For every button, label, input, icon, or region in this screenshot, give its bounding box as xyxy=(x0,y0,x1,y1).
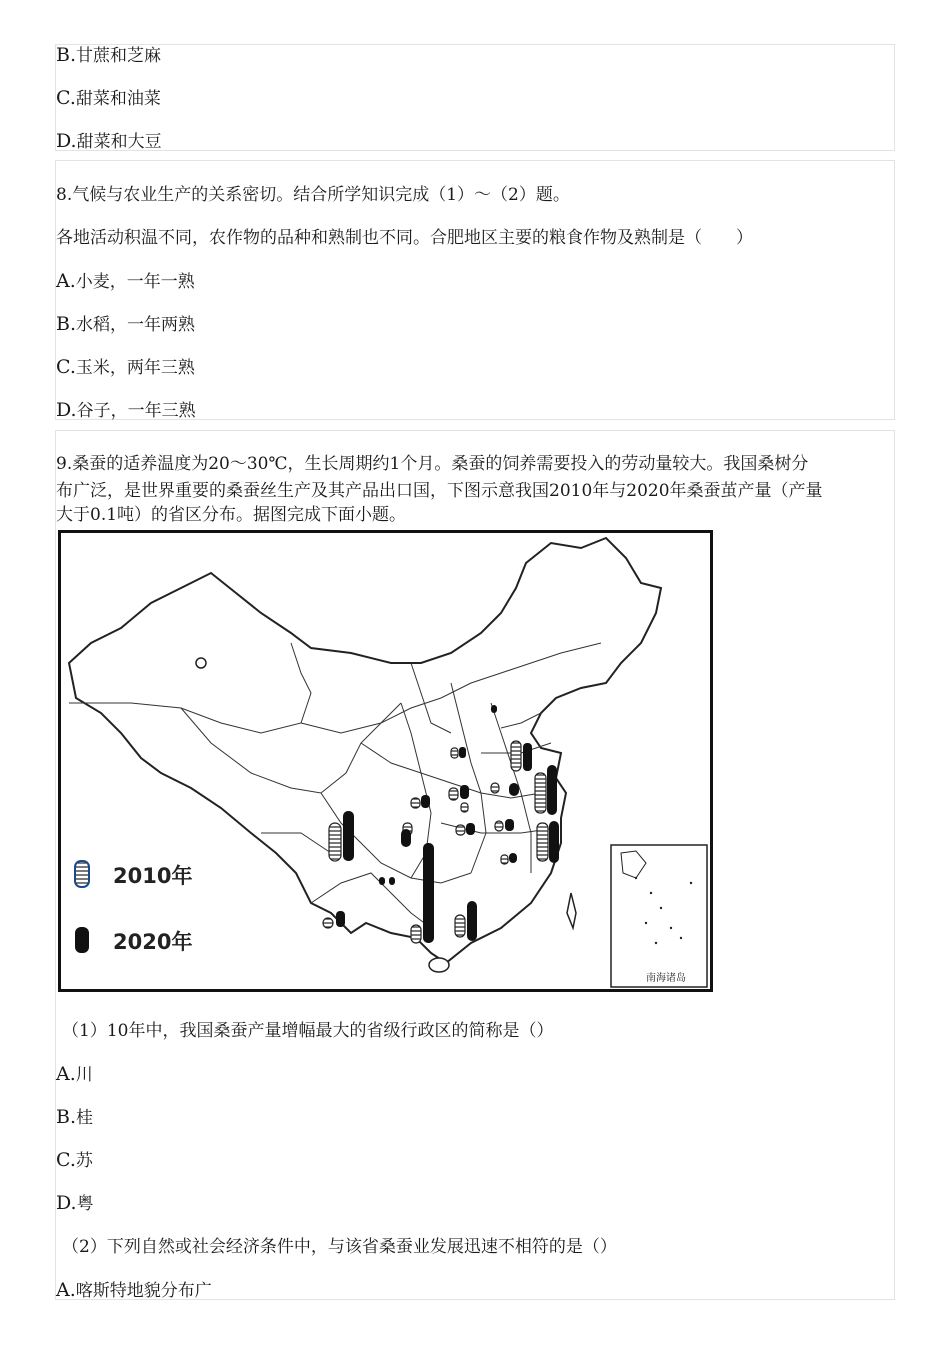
south-china-sea-inset xyxy=(611,845,707,987)
q8-option-c[interactable] xyxy=(56,356,195,379)
option-label: D. xyxy=(56,130,77,152)
option-text: 玉米，两年三熟 xyxy=(75,358,195,378)
option-text: 喀斯特地貌分布广 xyxy=(75,1281,212,1301)
option-label: C. xyxy=(56,356,76,378)
map-legend xyxy=(75,861,192,954)
bar-2020-shaanxi xyxy=(460,785,469,799)
option-label: B. xyxy=(56,44,77,66)
option-label: B. xyxy=(56,1106,77,1128)
bar-2020-jiangsu xyxy=(547,765,557,815)
q9-sub1-question: （1）10年中，我国桑蚕产量增幅最大的省级行政区的简称是（） xyxy=(62,1021,554,1041)
bar-2020-jiangxi xyxy=(509,853,517,863)
bar-2020-guizhou xyxy=(379,877,385,885)
q8-option-d[interactable] xyxy=(56,399,196,422)
option-text: 甜菜和大豆 xyxy=(76,132,162,152)
option-label: D. xyxy=(56,1192,77,1214)
bar-2010-jiangsu xyxy=(535,773,546,813)
option-label: A. xyxy=(56,270,76,292)
option-text: 小麦，一年一熟 xyxy=(75,272,195,292)
option-text: 水稻，一年两熟 xyxy=(76,315,196,335)
option-text: 谷子，一年三熟 xyxy=(76,401,196,421)
option-label: A. xyxy=(56,1279,76,1301)
china-map-svg xyxy=(61,533,710,989)
bar-2010-shaanxi xyxy=(449,788,458,800)
bar-2010-zhejiang xyxy=(537,823,548,861)
option-label: C. xyxy=(56,87,76,109)
bar-2020-guizhou-b xyxy=(389,877,395,885)
option-text: 苏 xyxy=(75,1151,93,1171)
bar-2020-sichuan xyxy=(343,811,354,861)
silkworm-production-map xyxy=(58,530,713,992)
bar-2020-yunnan xyxy=(336,911,345,927)
q9-sub2-question: （2）下列自然或社会经济条件中，与该省桑蚕业发展迅速不相符的是（） xyxy=(62,1237,617,1257)
bar-2020-shandong xyxy=(523,743,532,771)
q9-sub1-option-b[interactable] xyxy=(56,1106,93,1129)
bar-2010-gansu xyxy=(451,748,458,758)
bar-2020-hebei xyxy=(491,705,497,713)
bar-2020-shanxi xyxy=(421,795,430,808)
bar-2010-sichuan xyxy=(329,823,341,861)
legend-swatch-2020 xyxy=(75,927,89,953)
q7-options-box xyxy=(55,44,895,151)
legend-swatch-2010 xyxy=(75,861,89,887)
bar-2020-guangdong xyxy=(467,901,477,941)
q9-sub2-option-a[interactable] xyxy=(56,1279,212,1302)
bar-2020-guangxi xyxy=(423,843,434,943)
option-text: 川 xyxy=(75,1065,93,1085)
bar-2020-gansu xyxy=(459,747,466,758)
bar-2010-shanxi xyxy=(411,798,420,808)
option-text: 甘蔗和芝麻 xyxy=(76,46,162,66)
bar-2020-zhejiang xyxy=(549,821,559,863)
bar-2010-jiangxi xyxy=(501,855,508,864)
inset-label: 南海诸岛 xyxy=(646,973,686,984)
option-label: A. xyxy=(56,1063,76,1085)
bar-2020-anhui xyxy=(509,783,519,796)
q9-sub1-option-c[interactable] xyxy=(56,1149,93,1172)
q9-stem-line1: 9.桑蚕的适养温度为20～30℃，生长周期约1个月。桑蚕的饲养需要投入的劳动量较大。我国桑树分 xyxy=(56,454,809,474)
option-text: 甜菜和油菜 xyxy=(75,89,161,109)
lake-icon xyxy=(196,658,206,668)
option-label: B. xyxy=(56,313,77,335)
bar-2010-henan-b xyxy=(461,803,468,812)
q7-option-b[interactable] xyxy=(56,44,161,67)
bar-2020-henan xyxy=(466,823,475,835)
hainan-island xyxy=(429,958,449,972)
bar-2010-yunnan xyxy=(323,918,333,928)
bar-2010-guangxi xyxy=(411,925,421,943)
legend-label-2010: 2010年 xyxy=(113,864,193,888)
q9-stem-line3: 大于0.1吨）的省区分布。据图完成下面小题。 xyxy=(56,505,407,525)
q8-question: 各地活动积温不同，农作物的品种和熟制也不同。合肥地区主要的粮食作物及熟制是（ ） xyxy=(56,228,753,248)
q7-option-d[interactable] xyxy=(56,130,162,153)
option-text: 桂 xyxy=(76,1108,94,1128)
bar-2020-chongqing xyxy=(401,829,411,847)
legend-label-2020: 2020年 xyxy=(113,930,193,954)
q7-option-c[interactable] xyxy=(56,87,161,110)
q9-sub1-option-d[interactable] xyxy=(56,1192,94,1215)
bar-2020-hunan xyxy=(505,819,514,831)
q8-option-a[interactable] xyxy=(56,270,195,293)
q8-option-b[interactable] xyxy=(56,313,195,336)
bar-2010-hubei xyxy=(491,783,499,793)
taiwan-island xyxy=(567,893,576,928)
q8-stem: 8.气候与农业生产的关系密切。结合所学知识完成（1）～（2）题。 xyxy=(56,185,570,205)
option-label: D. xyxy=(56,399,77,421)
bar-2010-hunan xyxy=(495,821,503,831)
bar-2010-henan xyxy=(456,825,465,835)
q9-sub1-option-a[interactable] xyxy=(56,1063,93,1086)
bar-2010-guangdong xyxy=(455,915,465,937)
option-label: C. xyxy=(56,1149,76,1171)
bar-2010-shandong xyxy=(511,741,521,771)
q9-stem-line2: 布广泛，是世界重要的桑蚕丝生产及其产品出口国，下图示意我国2010年与2020年桑蚕茧产量（产量 xyxy=(56,481,823,501)
option-text: 粤 xyxy=(76,1194,94,1214)
